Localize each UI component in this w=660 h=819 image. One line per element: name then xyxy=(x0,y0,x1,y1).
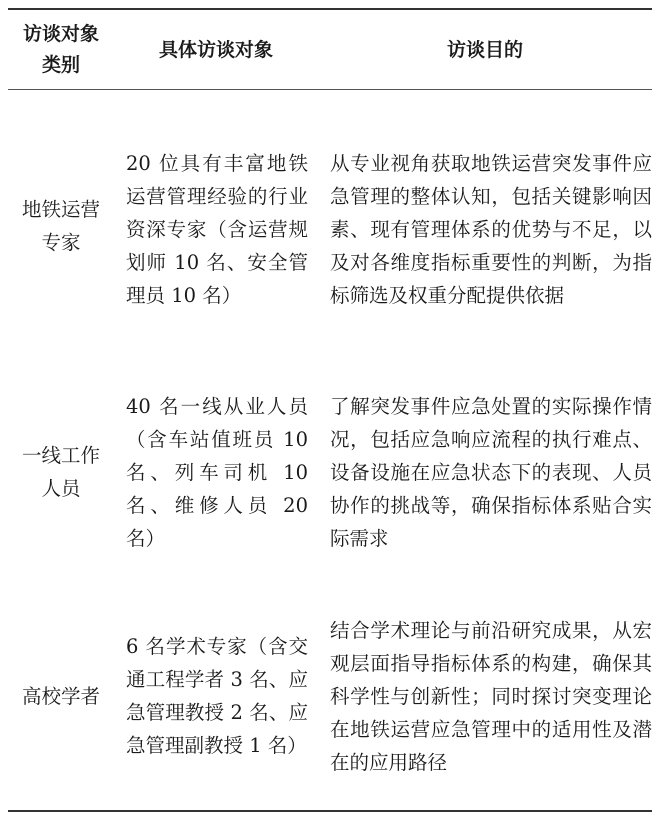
cell-subjects: 6 名学术专家（含交通工程学者 3 名、应急管理教授 2 名、应急管理副教授 1 名） xyxy=(126,635,308,757)
cell-purpose: 从专业视角获取地铁运营突发事件应急管理的整体认知，包括关键影响因素、现有管理体系的优势与不足，以及对各维度指标重要性的判断，为指标筛选及权重分配提供依据 xyxy=(330,151,652,307)
cell-purpose: 了解突发事件应急处置的实际操作情况，包括应急响应流程的执行难点、设备设施在应急状态下的表现、人员协作的挑战等，确保指标体系贴合实际需求 xyxy=(330,394,652,550)
cell-category: 地铁运营专家 xyxy=(21,198,100,254)
cell-subjects: 20 位具有丰富地铁运营管理经验的行业资深专家（含运营规划师 10 名、安全管理员 10 名） xyxy=(126,151,308,307)
table-header xyxy=(8,9,652,90)
cell-category: 高校学者 xyxy=(21,684,100,708)
table-body xyxy=(8,90,652,812)
header-subjects: 具体访谈对象 xyxy=(158,38,273,61)
cell-subjects: 40 名一线从业人员（含车站值班员 10 名、列车司机 10 名、维修人员 20 名） xyxy=(126,394,308,550)
header-purpose: 访谈目的 xyxy=(446,38,523,61)
header-category: 访谈对象类别 xyxy=(22,23,99,76)
header-row xyxy=(8,9,652,90)
table-row xyxy=(8,582,652,811)
table-row xyxy=(8,90,652,363)
cell-category: 一线工作人员 xyxy=(21,444,100,500)
cell-purpose: 结合学术理论与前沿研究成果，从宏观层面指导指标体系的构建，确保其科学性与创新性；同时探讨突变理论在地铁运营应急管理中的适用性及潜在的应用路径 xyxy=(330,618,652,774)
interview-table xyxy=(8,8,652,812)
table-row xyxy=(8,362,652,582)
